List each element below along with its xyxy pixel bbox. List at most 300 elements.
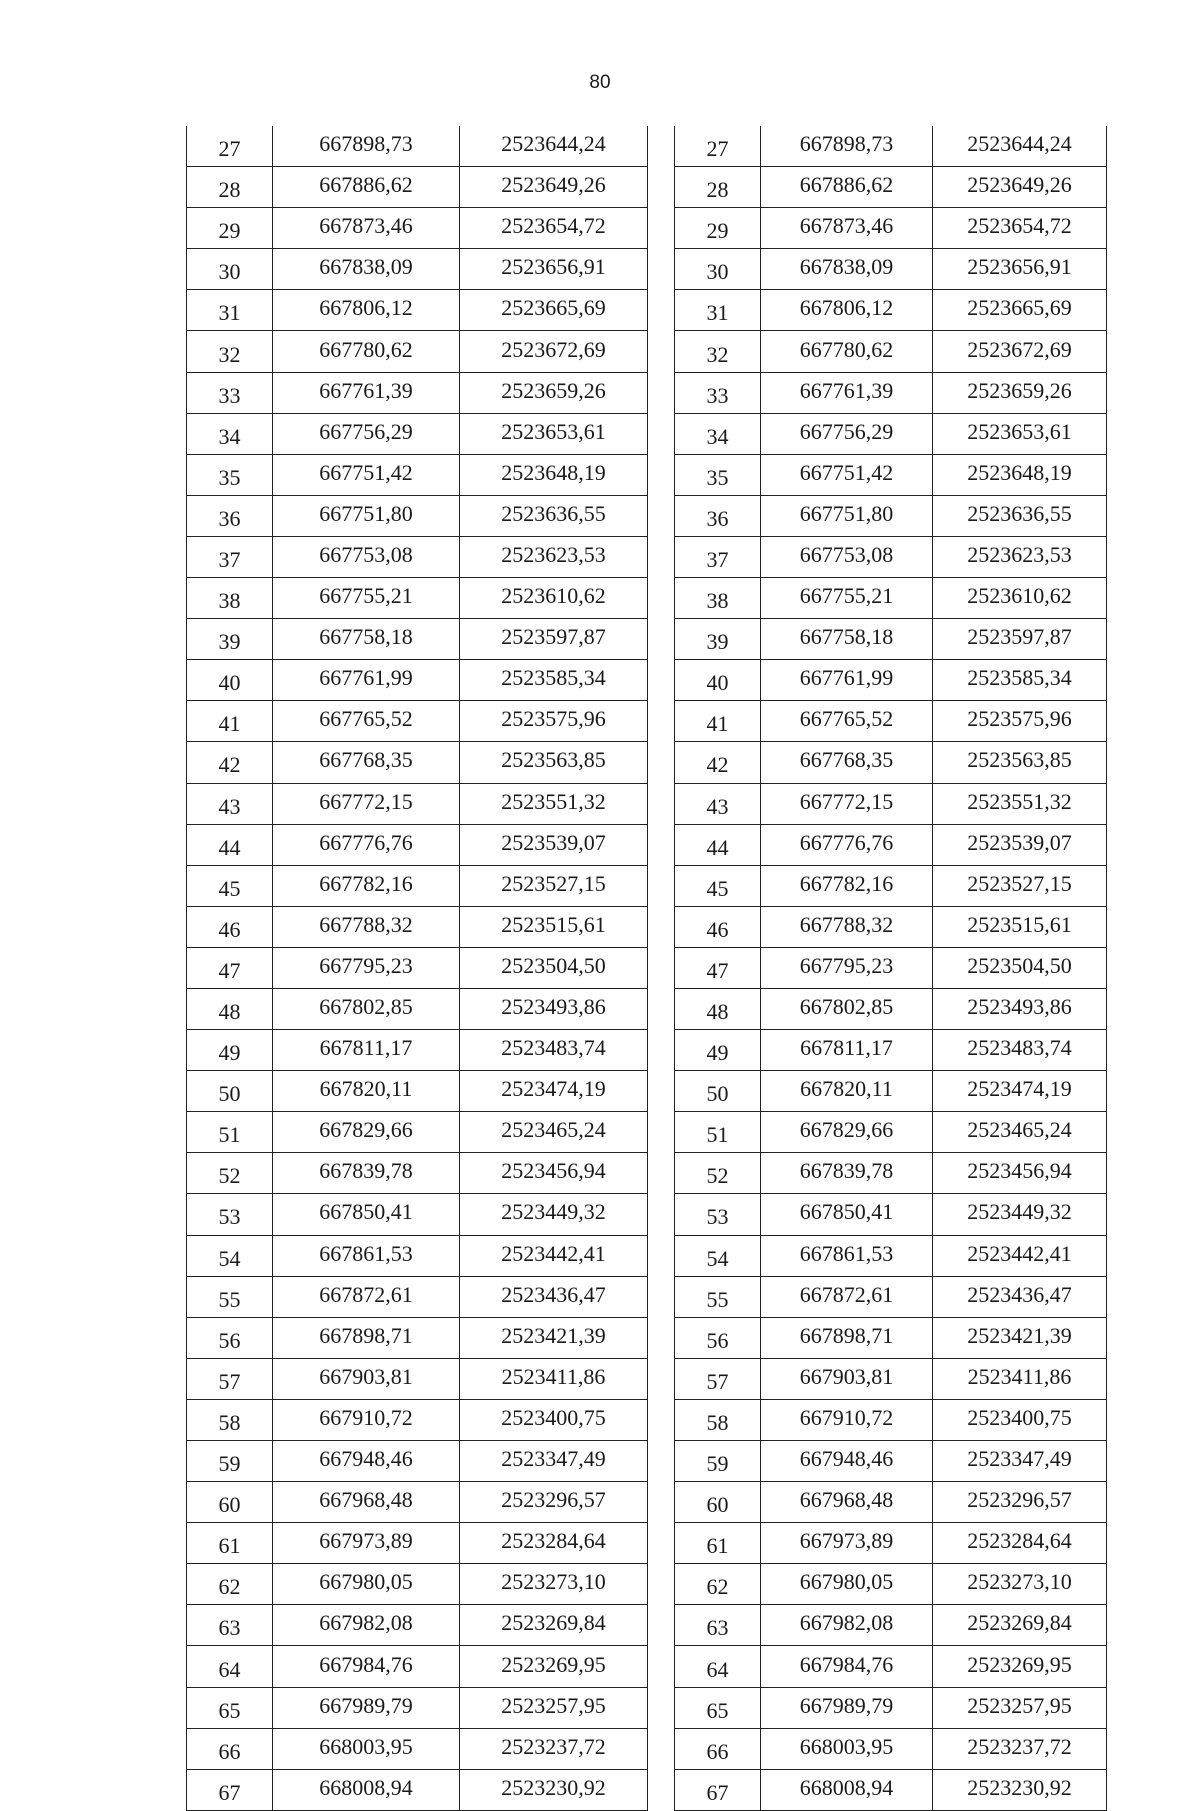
point-number-cell: 36 [187, 495, 273, 536]
point-number-cell: 59 [187, 1441, 273, 1482]
table-row [187, 454, 648, 495]
y-coordinate-cell: 2523515,61 [460, 906, 648, 947]
point-number-cell: 31 [187, 290, 273, 331]
x-coordinate-cell: 667973,89 [761, 1523, 933, 1564]
y-coordinate-cell: 2523269,84 [460, 1605, 648, 1646]
point-number-cell: 63 [675, 1605, 761, 1646]
x-coordinate-cell: 667898,73 [761, 126, 933, 167]
y-coordinate-cell: 2523436,47 [933, 1276, 1107, 1317]
x-coordinate-cell: 667820,11 [761, 1071, 933, 1112]
x-coordinate-cell: 667984,76 [761, 1646, 933, 1687]
x-coordinate-cell: 667765,52 [273, 701, 460, 742]
point-number-cell: 51 [675, 1112, 761, 1153]
x-coordinate-cell: 667755,21 [273, 578, 460, 619]
y-coordinate-cell: 2523504,50 [460, 947, 648, 988]
table-row [675, 578, 1107, 619]
y-coordinate-cell: 2523269,84 [933, 1605, 1107, 1646]
x-coordinate-cell: 667761,99 [761, 660, 933, 701]
y-coordinate-cell: 2523654,72 [933, 208, 1107, 249]
table-row [675, 249, 1107, 290]
point-number-cell: 49 [187, 1030, 273, 1071]
table-row [187, 742, 648, 783]
y-coordinate-cell: 2523465,24 [460, 1112, 648, 1153]
x-coordinate-cell: 667782,16 [273, 865, 460, 906]
table-row [675, 1276, 1107, 1317]
table-row [187, 1030, 648, 1071]
point-number-cell: 61 [675, 1523, 761, 1564]
y-coordinate-cell: 2523665,69 [460, 290, 648, 331]
y-coordinate-cell: 2523649,26 [460, 167, 648, 208]
y-coordinate-cell: 2523653,61 [933, 413, 1107, 454]
x-coordinate-cell: 668008,94 [273, 1769, 460, 1810]
y-coordinate-cell: 2523456,94 [460, 1153, 648, 1194]
point-number-cell: 62 [675, 1564, 761, 1605]
x-coordinate-cell: 667806,12 [761, 290, 933, 331]
coordinates-table-left-body [187, 126, 648, 1810]
coordinates-table-left [186, 126, 648, 1811]
y-coordinate-cell: 2523442,41 [460, 1235, 648, 1276]
table-row [187, 947, 648, 988]
point-number-cell: 35 [675, 454, 761, 495]
x-coordinate-cell: 667751,80 [273, 495, 460, 536]
x-coordinate-cell: 667772,15 [273, 783, 460, 824]
x-coordinate-cell: 667751,42 [761, 454, 933, 495]
point-number-cell: 34 [675, 413, 761, 454]
x-coordinate-cell: 667984,76 [273, 1646, 460, 1687]
table-row [187, 1605, 648, 1646]
point-number-cell: 31 [675, 290, 761, 331]
point-number-cell: 47 [675, 947, 761, 988]
x-coordinate-cell: 667761,39 [761, 372, 933, 413]
table-row [187, 1687, 648, 1728]
point-number-cell: 53 [675, 1194, 761, 1235]
point-number-cell: 28 [187, 167, 273, 208]
x-coordinate-cell: 668003,95 [273, 1728, 460, 1769]
point-number-cell: 38 [187, 578, 273, 619]
x-coordinate-cell: 667898,71 [761, 1317, 933, 1358]
point-number-cell: 41 [187, 701, 273, 742]
x-coordinate-cell: 667758,18 [761, 619, 933, 660]
point-number-cell: 49 [675, 1030, 761, 1071]
point-number-cell: 32 [187, 331, 273, 372]
x-coordinate-cell: 667756,29 [273, 413, 460, 454]
table-row [675, 1317, 1107, 1358]
x-coordinate-cell: 667811,17 [761, 1030, 933, 1071]
point-number-cell: 61 [187, 1523, 273, 1564]
point-number-cell: 43 [187, 783, 273, 824]
y-coordinate-cell: 2523575,96 [933, 701, 1107, 742]
table-row [675, 1071, 1107, 1112]
point-number-cell: 48 [187, 988, 273, 1029]
y-coordinate-cell: 2523610,62 [460, 578, 648, 619]
y-coordinate-cell: 2523644,24 [933, 126, 1107, 167]
table-row [187, 783, 648, 824]
point-number-cell: 67 [675, 1769, 761, 1810]
table-row [187, 1112, 648, 1153]
point-number-cell: 34 [187, 413, 273, 454]
table-row [187, 167, 648, 208]
y-coordinate-cell: 2523442,41 [933, 1235, 1107, 1276]
x-coordinate-cell: 667948,46 [273, 1441, 460, 1482]
table-row [187, 1358, 648, 1399]
x-coordinate-cell: 667761,39 [273, 372, 460, 413]
point-number-cell: 54 [675, 1235, 761, 1276]
point-number-cell: 53 [187, 1194, 273, 1235]
table-row [187, 536, 648, 577]
table-row [187, 865, 648, 906]
x-coordinate-cell: 667806,12 [273, 290, 460, 331]
point-number-cell: 45 [187, 865, 273, 906]
y-coordinate-cell: 2523539,07 [933, 824, 1107, 865]
point-number-cell: 29 [675, 208, 761, 249]
table-row [675, 1112, 1107, 1153]
x-coordinate-cell: 667989,79 [273, 1687, 460, 1728]
point-number-cell: 65 [675, 1687, 761, 1728]
point-number-cell: 29 [187, 208, 273, 249]
x-coordinate-cell: 667861,53 [761, 1235, 933, 1276]
point-number-cell: 44 [675, 824, 761, 865]
x-coordinate-cell: 667802,85 [273, 988, 460, 1029]
x-coordinate-cell: 667872,61 [273, 1276, 460, 1317]
x-coordinate-cell: 667839,78 [761, 1153, 933, 1194]
y-coordinate-cell: 2523672,69 [460, 331, 648, 372]
x-coordinate-cell: 667910,72 [761, 1399, 933, 1440]
table-row [187, 1441, 648, 1482]
y-coordinate-cell: 2523436,47 [460, 1276, 648, 1317]
x-coordinate-cell: 667980,05 [273, 1564, 460, 1605]
y-coordinate-cell: 2523636,55 [460, 495, 648, 536]
table-row [675, 947, 1107, 988]
point-number-cell: 55 [187, 1276, 273, 1317]
x-coordinate-cell: 667903,81 [273, 1358, 460, 1399]
point-number-cell: 33 [187, 372, 273, 413]
point-number-cell: 33 [675, 372, 761, 413]
y-coordinate-cell: 2523575,96 [460, 701, 648, 742]
x-coordinate-cell: 667780,62 [761, 331, 933, 372]
x-coordinate-cell: 667838,09 [273, 249, 460, 290]
table-row [675, 1358, 1107, 1399]
y-coordinate-cell: 2523563,85 [933, 742, 1107, 783]
y-coordinate-cell: 2523672,69 [933, 331, 1107, 372]
x-coordinate-cell: 667788,32 [761, 906, 933, 947]
point-number-cell: 42 [187, 742, 273, 783]
point-number-cell: 66 [187, 1728, 273, 1769]
point-number-cell: 52 [187, 1153, 273, 1194]
point-number-cell: 43 [675, 783, 761, 824]
y-coordinate-cell: 2523400,75 [460, 1399, 648, 1440]
table-row [187, 495, 648, 536]
table-row [675, 208, 1107, 249]
point-number-cell: 40 [187, 660, 273, 701]
y-coordinate-cell: 2523585,34 [933, 660, 1107, 701]
x-coordinate-cell: 667753,08 [273, 536, 460, 577]
table-row [187, 1276, 648, 1317]
y-coordinate-cell: 2523411,86 [933, 1358, 1107, 1399]
table-row [675, 290, 1107, 331]
y-coordinate-cell: 2523623,53 [933, 536, 1107, 577]
table-row [187, 1235, 648, 1276]
y-coordinate-cell: 2523551,32 [460, 783, 648, 824]
y-coordinate-cell: 2523347,49 [933, 1441, 1107, 1482]
point-number-cell: 35 [187, 454, 273, 495]
point-number-cell: 28 [675, 167, 761, 208]
y-coordinate-cell: 2523474,19 [933, 1071, 1107, 1112]
y-coordinate-cell: 2523449,32 [460, 1194, 648, 1235]
coordinates-table-right-body [675, 126, 1107, 1810]
x-coordinate-cell: 668008,94 [761, 1769, 933, 1810]
table-row [675, 742, 1107, 783]
x-coordinate-cell: 667788,32 [273, 906, 460, 947]
point-number-cell: 50 [187, 1071, 273, 1112]
y-coordinate-cell: 2523296,57 [933, 1482, 1107, 1523]
table-row [675, 906, 1107, 947]
y-coordinate-cell: 2523659,26 [933, 372, 1107, 413]
table-row [675, 495, 1107, 536]
y-coordinate-cell: 2523610,62 [933, 578, 1107, 619]
x-coordinate-cell: 667753,08 [761, 536, 933, 577]
y-coordinate-cell: 2523649,26 [933, 167, 1107, 208]
x-coordinate-cell: 667755,21 [761, 578, 933, 619]
y-coordinate-cell: 2523230,92 [933, 1769, 1107, 1810]
x-coordinate-cell: 667780,62 [273, 331, 460, 372]
y-coordinate-cell: 2523585,34 [460, 660, 648, 701]
table-row [675, 1441, 1107, 1482]
point-number-cell: 27 [187, 126, 273, 167]
table-row [675, 1769, 1107, 1810]
x-coordinate-cell: 667850,41 [761, 1194, 933, 1235]
point-number-cell: 64 [187, 1646, 273, 1687]
table-row [187, 1646, 648, 1687]
x-coordinate-cell: 667751,42 [273, 454, 460, 495]
table-row [187, 372, 648, 413]
y-coordinate-cell: 2523648,19 [933, 454, 1107, 495]
x-coordinate-cell: 667898,73 [273, 126, 460, 167]
x-coordinate-cell: 667751,80 [761, 495, 933, 536]
x-coordinate-cell: 667886,62 [761, 167, 933, 208]
table-row [675, 1728, 1107, 1769]
page-number: 80 [589, 72, 611, 93]
x-coordinate-cell: 667948,46 [761, 1441, 933, 1482]
table-row [187, 1399, 648, 1440]
x-coordinate-cell: 667768,35 [761, 742, 933, 783]
x-coordinate-cell: 667968,48 [761, 1482, 933, 1523]
table-row [187, 1728, 648, 1769]
x-coordinate-cell: 667768,35 [273, 742, 460, 783]
x-coordinate-cell: 667756,29 [761, 413, 933, 454]
point-number-cell: 27 [675, 126, 761, 167]
point-number-cell: 50 [675, 1071, 761, 1112]
x-coordinate-cell: 668003,95 [761, 1728, 933, 1769]
point-number-cell: 41 [675, 701, 761, 742]
y-coordinate-cell: 2523493,86 [933, 988, 1107, 1029]
point-number-cell: 55 [675, 1276, 761, 1317]
table-row [675, 372, 1107, 413]
table-row [675, 1153, 1107, 1194]
table-row [675, 865, 1107, 906]
y-coordinate-cell: 2523465,24 [933, 1112, 1107, 1153]
x-coordinate-cell: 667973,89 [273, 1523, 460, 1564]
y-coordinate-cell: 2523515,61 [933, 906, 1107, 947]
y-coordinate-cell: 2523656,91 [460, 249, 648, 290]
y-coordinate-cell: 2523456,94 [933, 1153, 1107, 1194]
table-row [675, 1523, 1107, 1564]
table-row [675, 167, 1107, 208]
table-row [675, 701, 1107, 742]
table-row [675, 331, 1107, 372]
y-coordinate-cell: 2523665,69 [933, 290, 1107, 331]
x-coordinate-cell: 667861,53 [273, 1235, 460, 1276]
x-coordinate-cell: 667772,15 [761, 783, 933, 824]
point-number-cell: 39 [187, 619, 273, 660]
table-row [675, 1564, 1107, 1605]
x-coordinate-cell: 667795,23 [273, 947, 460, 988]
point-number-cell: 57 [187, 1358, 273, 1399]
x-coordinate-cell: 667982,08 [273, 1605, 460, 1646]
x-coordinate-cell: 667982,08 [761, 1605, 933, 1646]
y-coordinate-cell: 2523527,15 [933, 865, 1107, 906]
y-coordinate-cell: 2523563,85 [460, 742, 648, 783]
x-coordinate-cell: 667829,66 [761, 1112, 933, 1153]
x-coordinate-cell: 667886,62 [273, 167, 460, 208]
y-coordinate-cell: 2523654,72 [460, 208, 648, 249]
table-row [187, 331, 648, 372]
y-coordinate-cell: 2523273,10 [933, 1564, 1107, 1605]
x-coordinate-cell: 667761,99 [273, 660, 460, 701]
table-row [187, 249, 648, 290]
table-row [675, 783, 1107, 824]
x-coordinate-cell: 667802,85 [761, 988, 933, 1029]
point-number-cell: 67 [187, 1769, 273, 1810]
point-number-cell: 32 [675, 331, 761, 372]
point-number-cell: 64 [675, 1646, 761, 1687]
x-coordinate-cell: 667776,76 [273, 824, 460, 865]
table-row [187, 1769, 648, 1810]
x-coordinate-cell: 667872,61 [761, 1276, 933, 1317]
x-coordinate-cell: 667968,48 [273, 1482, 460, 1523]
table-row [187, 988, 648, 1029]
table-row [675, 413, 1107, 454]
table-row [675, 1235, 1107, 1276]
table-row [187, 1317, 648, 1358]
point-number-cell: 37 [187, 536, 273, 577]
point-number-cell: 51 [187, 1112, 273, 1153]
table-row [187, 660, 648, 701]
table-row [187, 126, 648, 167]
point-number-cell: 36 [675, 495, 761, 536]
y-coordinate-cell: 2523269,95 [933, 1646, 1107, 1687]
x-coordinate-cell: 667839,78 [273, 1153, 460, 1194]
table-row [187, 1523, 648, 1564]
table-row [675, 454, 1107, 495]
y-coordinate-cell: 2523421,39 [460, 1317, 648, 1358]
y-coordinate-cell: 2523347,49 [460, 1441, 648, 1482]
table-row [675, 1030, 1107, 1071]
x-coordinate-cell: 667811,17 [273, 1030, 460, 1071]
y-coordinate-cell: 2523284,64 [460, 1523, 648, 1564]
table-row [187, 824, 648, 865]
table-row [187, 290, 648, 331]
point-number-cell: 63 [187, 1605, 273, 1646]
x-coordinate-cell: 667829,66 [273, 1112, 460, 1153]
table-row [675, 824, 1107, 865]
point-number-cell: 38 [675, 578, 761, 619]
point-number-cell: 30 [675, 249, 761, 290]
table-row [187, 208, 648, 249]
table-row [187, 413, 648, 454]
point-number-cell: 56 [187, 1317, 273, 1358]
table-row [187, 1564, 648, 1605]
y-coordinate-cell: 2523504,50 [933, 947, 1107, 988]
y-coordinate-cell: 2523284,64 [933, 1523, 1107, 1564]
table-row [675, 126, 1107, 167]
table-row [675, 1605, 1107, 1646]
x-coordinate-cell: 667980,05 [761, 1564, 933, 1605]
y-coordinate-cell: 2523483,74 [933, 1030, 1107, 1071]
y-coordinate-cell: 2523597,87 [933, 619, 1107, 660]
x-coordinate-cell: 667820,11 [273, 1071, 460, 1112]
x-coordinate-cell: 667873,46 [761, 208, 933, 249]
x-coordinate-cell: 667758,18 [273, 619, 460, 660]
table-row [187, 578, 648, 619]
table-row [675, 1482, 1107, 1523]
y-coordinate-cell: 2523449,32 [933, 1194, 1107, 1235]
y-coordinate-cell: 2523269,95 [460, 1646, 648, 1687]
y-coordinate-cell: 2523597,87 [460, 619, 648, 660]
table-row [675, 988, 1107, 1029]
point-number-cell: 60 [675, 1482, 761, 1523]
y-coordinate-cell: 2523483,74 [460, 1030, 648, 1071]
point-number-cell: 42 [675, 742, 761, 783]
point-number-cell: 39 [675, 619, 761, 660]
y-coordinate-cell: 2523644,24 [460, 126, 648, 167]
point-number-cell: 40 [675, 660, 761, 701]
table-row [675, 1194, 1107, 1235]
x-coordinate-cell: 667776,76 [761, 824, 933, 865]
point-number-cell: 54 [187, 1235, 273, 1276]
table-row [187, 1071, 648, 1112]
table-row [187, 1153, 648, 1194]
x-coordinate-cell: 667782,16 [761, 865, 933, 906]
table-row [675, 1399, 1107, 1440]
x-coordinate-cell: 667873,46 [273, 208, 460, 249]
point-number-cell: 48 [675, 988, 761, 1029]
table-row [675, 1646, 1107, 1687]
point-number-cell: 46 [675, 906, 761, 947]
point-number-cell: 58 [187, 1399, 273, 1440]
y-coordinate-cell: 2523296,57 [460, 1482, 648, 1523]
x-coordinate-cell: 667838,09 [761, 249, 933, 290]
point-number-cell: 60 [187, 1482, 273, 1523]
y-coordinate-cell: 2523257,95 [460, 1687, 648, 1728]
point-number-cell: 57 [675, 1358, 761, 1399]
x-coordinate-cell: 667910,72 [273, 1399, 460, 1440]
y-coordinate-cell: 2523257,95 [933, 1687, 1107, 1728]
y-coordinate-cell: 2523421,39 [933, 1317, 1107, 1358]
point-number-cell: 58 [675, 1399, 761, 1440]
table-row [675, 619, 1107, 660]
y-coordinate-cell: 2523659,26 [460, 372, 648, 413]
table-row [187, 1194, 648, 1235]
y-coordinate-cell: 2523400,75 [933, 1399, 1107, 1440]
y-coordinate-cell: 2523237,72 [460, 1728, 648, 1769]
x-coordinate-cell: 667903,81 [761, 1358, 933, 1399]
y-coordinate-cell: 2523474,19 [460, 1071, 648, 1112]
y-coordinate-cell: 2523653,61 [460, 413, 648, 454]
x-coordinate-cell: 667850,41 [273, 1194, 460, 1235]
point-number-cell: 56 [675, 1317, 761, 1358]
point-number-cell: 66 [675, 1728, 761, 1769]
y-coordinate-cell: 2523648,19 [460, 454, 648, 495]
